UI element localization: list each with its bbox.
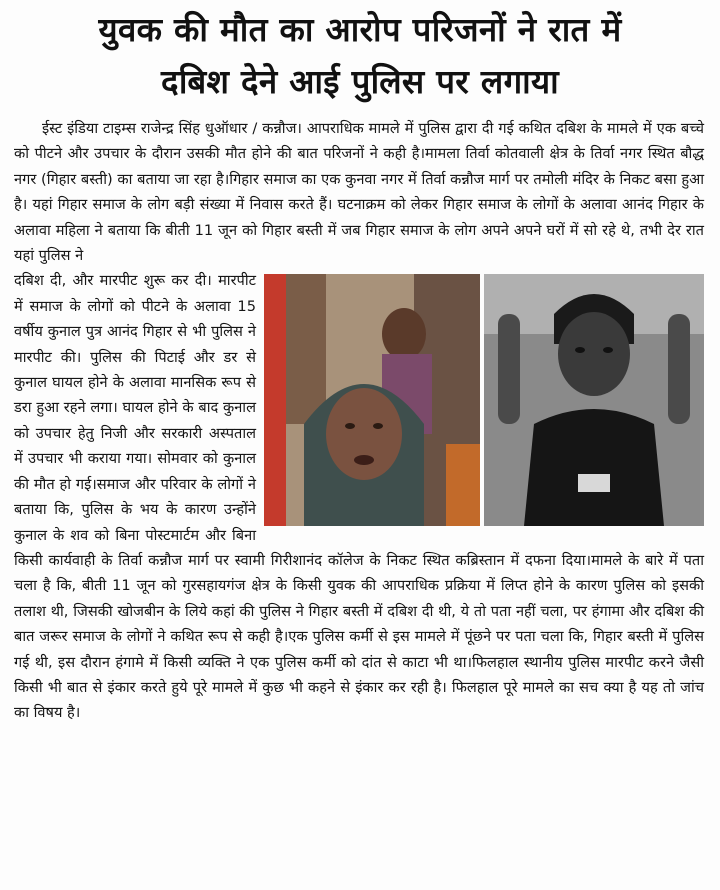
headline	[8, 4, 712, 108]
headline-line-1: युवक की मौत का आरोप परिजनों ने रात में	[98, 10, 622, 49]
article-text-part-1: ईस्ट इंडिया टाइम्स राजेन्द्र सिंह धुऑधार / कन्नौज। आपराधिक मामले में पुलिस द्वारा दी गई कथित दबिश के मामले में एक बच्चे को पीटने और उपचार के दौरान उसकी मौत होने की बात परिजनों ने कही है।मामला तिर्वा कोतवाली क्षेत्र के तिर्वा नगर स्थित बौद्ध नगर (गिहार बस्ती) का बताया जा रहा है।गिहार समाज का एक कुनवा नगर में तिर्वा कन्नौज मार्ग पर तमोली मंदिर के निकट बसा हुआ है। यहां गिहार समाज के लोग बड़ी संख्या में निवास करते हैं। घटनाक्रम को लेकर गिहार समाज के लोगों के अलावा आनंद गिहार के अलावा महिला ने बताया कि बीती 11 जून को गिहार बस्ती में जब गिहार समाज के लोग अपने अपने घरों में सो रहे थे, तभी देर रात यहां पुलिस ने	[14, 120, 704, 265]
headline-line-2: दबिश देने आई पुलिस पर लगाया	[161, 62, 559, 101]
photo-pair	[264, 274, 704, 526]
article-body	[14, 116, 704, 726]
young-man-photo	[484, 274, 704, 526]
woman-in-headscarf-photo	[264, 274, 480, 526]
article-text-part-2: दबिश दी, और मारपीट शुरू कर दी। मारपीट में समाज के लोगों को पीटने के अलावा 15 वर्षीय कुनाल पुत्र आनंद गिहार से भी पुलिस ने मारपीट की। पुलिस की पिटाई और डर से कुनाल घायल होने के अलावा मानसिक रूप से डरा हुआ रहने लगा। घायल होने के बाद कुनाल को उपचार हेतु निजी और सरकारी अस्पताल में उपचार भी कराया गया। सोमवार को कुनाल की मौत हो गई।समाज और परिवार के लोगों ने बताया कि, पुलिस के भय के कारण उन्होंने कुनाल के शव को बिना पोस्टमार्टम और बिना किसी कार्यवाही के तिर्वा कन्नौज मार्ग पर स्वामी गिरीशानंद कॉलेज के निकट स्थित कब्रिस्तान में दफना दिया।मामले के बारे में पता चला है कि, बीती 11 जून को गुरसहायगंज क्षेत्र के किसी युवक की आपराधिक प्रक्रिया में लिप्त होने के कारण पुलिस को इसकी तलाश थी, जिसकी खोजबीन के लिये कहां की पुलिस ने गिहार बस्ती में दबिश दी थी, ये तो पता नहीं चला, पर हंगामा और दबिश की बात जरूर समाज के लोगों ने कथित रूप से कही है।एक पुलिस कर्मी से इस मामले में पूंछने पर पता चला कि, गिहार बस्ती में पुलिस गई थी, इस दौरान हंगामे में किसी व्यक्ति ने एक पुलिस कर्मी को दांत से काटा भी था।फिलहाल स्थानीय पुलिस मारपीट करने जैसी किसी भी बात से इंकार करते हुये पूरे मामले में कुछ भी कहने से इंकार कर रही है। फिलहाल पूरे मामले का सच क्या है यह तो जांच का विषय है।	[14, 272, 704, 722]
